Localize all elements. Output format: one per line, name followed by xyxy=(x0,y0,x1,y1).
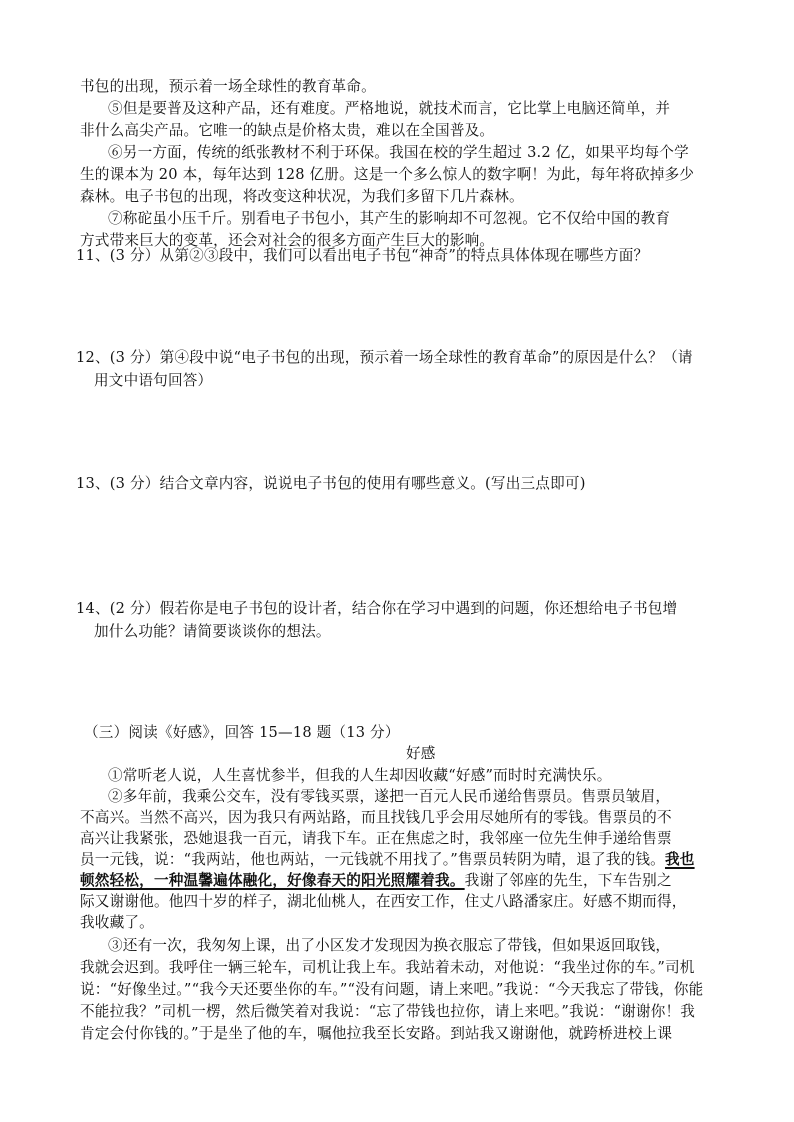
section-heading: （三）阅读《好感》，回答 15—18 题（13 分） xyxy=(84,724,400,741)
article-line: 我收藏了。 xyxy=(80,914,154,931)
article-paragraph-2-line: ②多年前，我乘公交车，没有零钱买票，遂把一百元人民币递给售票员。售票员皱眉， xyxy=(108,788,671,805)
paragraph-line: 书包的出现，预示着一场全球性的教育革命。 xyxy=(80,78,376,95)
paragraph-line: 方式带来巨大的变革，还会对社会的很多方面产生巨大的影响。 xyxy=(80,232,495,249)
question-13: 13、(3 分）结合文章内容，说说电子书包的使用有哪些意义。(写出三点即可) xyxy=(76,475,586,492)
question-12: 12、(3 分）第④段中说“电子书包的出现，预示着一场全球性的教育革命”的原因是什么？（请 xyxy=(76,349,693,366)
underlined-sentence-end: 顿然轻松，一种温馨遍体融化，好像春天的阳光照耀着我。 xyxy=(80,872,465,889)
question-14-cont: 加什么功能？请简要谈谈你的想法。 xyxy=(94,623,331,640)
article-line xyxy=(80,871,672,891)
article-line: 不高兴。当然不高兴，因为我只有两站路，而且找钱几乎会用尽她所有的零钱。售票员的不 xyxy=(80,809,672,826)
paragraph-line: 非什么高尖产品。它唯一的缺点是价格太贵，难以在全国普及。 xyxy=(80,122,495,139)
article-line: 说：“好像坐过。”“我今天还要坐你的车。”“没有问题，请上来吧。”我说：“今天我忘了带钱，你能 xyxy=(80,981,704,998)
article-paragraph-3-line: ③还有一次，我匆匆上课，出了小区发才发现因为换衣服忘了带钱，但如果返回取钱， xyxy=(108,937,671,954)
question-11: 11、(3 分）从第②③段中，我们可以看出电子书包“神奇”的特点具体体现在哪些方面？ xyxy=(76,247,649,264)
paragraph-line: 生的课本为 20 本，每年达到 128 亿册。这是一个多么惊人的数字啊！为此，每年将砍掉多少 xyxy=(80,166,695,183)
article-line xyxy=(80,850,695,870)
article-line: 高兴让我紧张，恐她退我一百元，请我下车。正在焦虑之时，我邻座一位先生伸手递给售票 xyxy=(80,830,672,847)
paragraph-5-line: ⑤但是要普及这种产品，还有难度。严格地说，就技术而言，它比掌上电脑还简单，并 xyxy=(108,100,671,117)
paragraph-6-line: ⑥另一方面，传统的纸张教材不利于环保。我国在校的学生超过 3.2 亿，如果平均每个学 xyxy=(108,144,689,161)
article-line: 不能拉我？”司机一楞，然后微笑着对我说：“忘了带钱也拉你，请上来吧。”我说：“谢谢你！我 xyxy=(80,1003,696,1020)
article-paragraph-1: ①常听老人说，人生喜忧参半，但我的人生却因收藏“好感”而时时充满快乐。 xyxy=(108,767,612,784)
paragraph-line: 森林。电子书包的出现，将改变这种状况，为我们多留下几片森林。 xyxy=(80,188,524,205)
paragraph-7-line: ⑦称砣虽小压千斤。别看电子书包小，其产生的影响却不可忽视。它不仅给中国的教育 xyxy=(108,210,671,227)
article-text: 员一元钱，说：“我两站，他也两站，一元钱就不用找了。”售票员转阴为晴，退了我的钱。 xyxy=(80,851,665,868)
article-line: 我就会迟到。我呼住一辆三轮车，司机让我上车。我站着未动，对他说：“我坐过你的车。”司机 xyxy=(80,959,695,976)
underlined-sentence-start: 我也 xyxy=(664,851,695,868)
article-title: 好感 xyxy=(406,745,436,762)
article-line: 际又谢谢他。他四十岁的样子，湖北仙桃人，在西安工作，住丈八路潘家庄。好感不期而得， xyxy=(80,893,687,910)
article-text: 我谢了邻座的先生，下车告别之 xyxy=(464,872,672,889)
question-14: 14、(2 分）假若你是电子书包的设计者，结合你在学习中遇到的问题，你还想给电子书包增 xyxy=(76,600,678,617)
question-12-cont: 用文中语句回答） xyxy=(94,372,213,389)
article-line: 肯定会付你钱的。”于是坐了他的车，嘱他拉我至长安路。到站我又谢谢他，就跨桥进校上课 xyxy=(80,1025,673,1042)
